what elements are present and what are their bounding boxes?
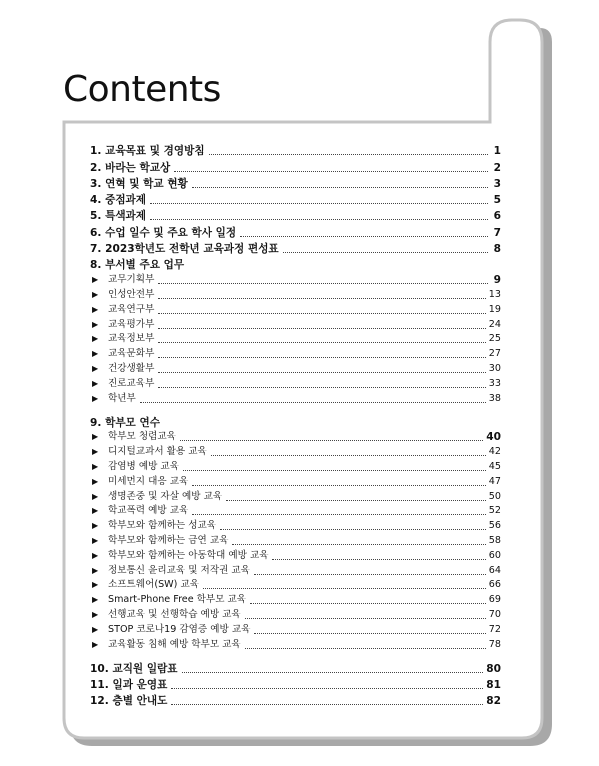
toc-entry-label: 교육문화부 — [108, 348, 155, 360]
toc-entry-page: 66 — [488, 579, 501, 591]
toc-section-8 — [90, 257, 501, 273]
bullet-triangle-icon: ▶ — [92, 289, 99, 299]
toc-entry-label: 12. 층별 안내도 — [90, 695, 168, 708]
toc-section-2[interactable] — [90, 159, 501, 175]
toc-section-7[interactable] — [90, 241, 501, 257]
toc-section-6[interactable] — [90, 224, 501, 240]
toc-entry-page: 58 — [488, 534, 501, 546]
toc-parent-training-item[interactable] — [90, 519, 501, 534]
toc-entry-label: 미세먼지 대응 교육 — [108, 475, 189, 487]
dot-leader — [192, 485, 486, 486]
toc-entry-page: 13 — [488, 288, 501, 300]
toc-entry-label: 학부모와 함께하는 성교육 — [108, 520, 217, 532]
dot-leader — [250, 603, 486, 604]
bullet-triangle-icon: ▶ — [92, 624, 99, 634]
dot-leader — [171, 688, 483, 689]
dot-leader — [158, 372, 485, 373]
toc-parent-training-item[interactable] — [90, 445, 501, 460]
dot-leader — [226, 500, 486, 501]
dot-leader — [150, 203, 488, 204]
toc-department-item[interactable] — [90, 362, 501, 377]
dot-leader — [245, 648, 486, 649]
toc-department-item[interactable] — [90, 377, 501, 392]
toc-entry-label: 소프트웨어(SW) 교육 — [108, 579, 199, 591]
toc-entry-page: 1 — [493, 145, 501, 158]
dot-leader — [203, 588, 486, 589]
dot-leader — [192, 187, 488, 188]
dot-leader — [220, 529, 486, 530]
toc-department-item[interactable] — [90, 347, 501, 362]
toc-entry-label: STOP 코로나19 감염증 예방 교육 — [108, 623, 251, 635]
toc-parent-training-item[interactable] — [90, 579, 501, 594]
dot-leader — [174, 171, 488, 172]
toc-entry-label: 진로교육부 — [108, 377, 155, 389]
dot-leader — [158, 298, 485, 299]
dot-leader — [158, 328, 485, 329]
toc-parent-training-item[interactable] — [90, 505, 501, 520]
toc-entry-page: 78 — [488, 638, 501, 650]
bullet-triangle-icon: ▶ — [92, 378, 99, 388]
toc-entry-page: 47 — [488, 475, 501, 487]
toc-department-item[interactable] — [90, 303, 501, 318]
bullet-triangle-icon: ▶ — [92, 580, 99, 590]
dot-leader — [158, 313, 485, 314]
bullet-triangle-icon: ▶ — [92, 319, 99, 329]
toc-entry-page: 52 — [488, 505, 501, 517]
toc-entry-label: 8. 부서별 주요 업무 — [90, 259, 185, 272]
toc-parent-training-item[interactable] — [90, 564, 501, 579]
toc-entry-page: 33 — [488, 377, 501, 389]
toc-entry-label: 학부모와 함께하는 아동학대 예방 교육 — [108, 549, 269, 561]
dot-leader — [211, 455, 486, 456]
toc-entry-page: 81 — [486, 679, 501, 692]
toc-entry-label: 5. 특색과제 — [90, 210, 147, 223]
toc-section-1[interactable] — [90, 143, 501, 159]
bullet-triangle-icon: ▶ — [92, 595, 99, 605]
toc-entry-label: 생명존중 및 자살 예방 교육 — [108, 490, 223, 502]
toc-entry-label: 4. 중점과제 — [90, 194, 147, 207]
page-title: Contents — [63, 69, 221, 110]
toc-entry-page: 27 — [488, 348, 501, 360]
toc-entry-label: 교육정보부 — [108, 333, 155, 345]
bullet-triangle-icon: ▶ — [92, 334, 99, 344]
dot-leader — [171, 704, 483, 705]
toc-entry-page: 82 — [486, 695, 501, 708]
dot-leader — [272, 559, 485, 560]
bullet-triangle-icon: ▶ — [92, 521, 99, 531]
toc-entry-label: 학교폭력 예방 교육 — [108, 505, 189, 517]
toc-entry-label: 감염병 예방 교육 — [108, 460, 179, 472]
toc-entry-label: 건강생활부 — [108, 362, 155, 374]
dot-leader — [240, 236, 488, 237]
toc-entry-label: 1. 교육목표 및 경영방침 — [90, 145, 205, 158]
toc-section-12[interactable] — [90, 693, 501, 709]
toc-entry-label: 교육활동 침해 예방 학부모 교육 — [108, 638, 241, 650]
toc-entry-label: 학년부 — [108, 392, 136, 404]
section-heading-parent-training: 9. 학부모 연수 — [90, 416, 160, 429]
bullet-triangle-icon: ▶ — [92, 491, 99, 501]
toc-section-3[interactable] — [90, 176, 501, 192]
toc-entry-page: 70 — [488, 608, 501, 620]
toc-entry-label: 3. 연혁 및 학교 현황 — [90, 177, 188, 190]
toc-entry-label: 교무기획부 — [108, 274, 155, 286]
toc-entry-label: 6. 수업 일수 및 주요 학사 일정 — [90, 226, 237, 239]
toc-department-item[interactable] — [90, 333, 501, 348]
dot-leader — [283, 252, 488, 253]
toc-entry-page: 7 — [493, 226, 501, 239]
toc-entry-page: 6 — [493, 210, 501, 223]
toc-entry-page: 40 — [486, 431, 501, 444]
bullet-triangle-icon: ▶ — [92, 550, 99, 560]
toc-entry-page: 72 — [488, 623, 501, 635]
toc-entry-label: 선행교육 및 선행학습 예방 교육 — [108, 608, 241, 620]
toc-parent-training-item[interactable] — [90, 490, 501, 505]
bullet-triangle-icon: ▶ — [92, 506, 99, 516]
toc-parent-training-item[interactable] — [90, 638, 501, 653]
toc-entry-label: 인성안전부 — [108, 288, 155, 300]
toc-entry-label: 교육평가부 — [108, 318, 155, 330]
toc-parent-training-item[interactable] — [90, 593, 501, 608]
toc-entry-page: 24 — [488, 318, 501, 330]
toc-parent-training-item[interactable] — [90, 475, 501, 490]
dot-leader — [158, 283, 488, 284]
toc-entry-page: 38 — [488, 392, 501, 404]
toc-entry-page: 5 — [493, 194, 501, 207]
bullet-triangle-icon: ▶ — [92, 639, 99, 649]
bullet-triangle-icon: ▶ — [92, 447, 99, 457]
toc-parent-training-item[interactable] — [90, 460, 501, 475]
toc-entry-page: 2 — [493, 161, 501, 174]
toc-entry-page: 9 — [493, 274, 501, 287]
dot-leader — [158, 387, 485, 388]
bullet-triangle-icon: ▶ — [92, 363, 99, 373]
toc-parent-training-item[interactable] — [90, 534, 501, 549]
toc-section-4[interactable] — [90, 192, 501, 208]
dot-leader — [254, 633, 485, 634]
dot-leader — [158, 342, 485, 343]
toc-entry-page: 50 — [488, 490, 501, 502]
toc-department-item[interactable] — [90, 288, 501, 303]
toc-entry-label: 교육연구부 — [108, 303, 155, 315]
bullet-triangle-icon: ▶ — [92, 432, 99, 442]
dot-leader — [183, 470, 486, 471]
toc-entry-label: 학부모와 함께하는 금연 교육 — [108, 534, 229, 546]
bullet-triangle-icon: ▶ — [92, 535, 99, 545]
toc-entry-label: Smart-Phone Free 학부모 교육 — [108, 594, 247, 606]
toc-department-item[interactable] — [90, 273, 501, 288]
toc-parent-training-item[interactable] — [90, 608, 501, 623]
dot-leader — [182, 672, 484, 673]
toc-section-11[interactable] — [90, 677, 501, 693]
toc-entry-page: 30 — [488, 362, 501, 374]
bullet-triangle-icon: ▶ — [92, 349, 99, 359]
toc-entry-page: 45 — [488, 460, 501, 472]
toc-entry-page: 25 — [488, 333, 501, 345]
bullet-triangle-icon: ▶ — [92, 304, 99, 314]
bullet-triangle-icon: ▶ — [92, 461, 99, 471]
dot-leader — [158, 357, 485, 358]
dot-leader — [140, 402, 486, 403]
bullet-triangle-icon: ▶ — [92, 476, 99, 486]
toc-entry-page: 60 — [488, 549, 501, 561]
toc-entry-label: 디지털교과서 활용 교육 — [108, 446, 207, 458]
toc-entry-page: 80 — [486, 662, 501, 675]
toc-parent-training-item[interactable] — [90, 431, 501, 446]
table-of-contents — [90, 143, 501, 709]
dot-leader — [245, 618, 486, 619]
toc-department-item[interactable] — [90, 392, 501, 407]
toc-entry-label: 정보통신 윤리교육 및 저작권 교육 — [108, 564, 250, 576]
toc-section-5[interactable] — [90, 208, 501, 224]
dot-leader — [192, 514, 486, 515]
toc-entry-page: 3 — [493, 177, 501, 190]
toc-entry-page: 42 — [488, 446, 501, 458]
bullet-triangle-icon: ▶ — [92, 393, 99, 403]
dot-leader — [180, 440, 483, 441]
toc-department-item[interactable] — [90, 318, 501, 333]
bullet-triangle-icon: ▶ — [92, 565, 99, 575]
toc-entry-page: 19 — [488, 303, 501, 315]
toc-parent-training-item[interactable] — [90, 549, 501, 564]
toc-entry-page: 69 — [488, 594, 501, 606]
toc-entry-page: 64 — [488, 564, 501, 576]
toc-entry-page: 8 — [493, 243, 501, 256]
dot-leader — [232, 544, 485, 545]
toc-entry-label: 2. 바라는 학교상 — [90, 161, 171, 174]
toc-parent-training-item[interactable] — [90, 623, 501, 638]
toc-entry-label: 7. 2023학년도 전학년 교육과정 편성표 — [90, 243, 279, 256]
toc-entry-page: 56 — [488, 520, 501, 532]
dot-leader — [150, 219, 488, 220]
toc-entry-label: 11. 일과 운영표 — [90, 679, 168, 692]
dot-leader — [209, 154, 488, 155]
bullet-triangle-icon: ▶ — [92, 609, 99, 619]
toc-entry-label: 학부모 청렴교육 — [108, 431, 176, 443]
bullet-triangle-icon: ▶ — [92, 275, 99, 285]
dot-leader — [254, 574, 486, 575]
toc-section-10[interactable] — [90, 661, 501, 677]
toc-entry-label: 10. 교직원 일람표 — [90, 662, 178, 675]
